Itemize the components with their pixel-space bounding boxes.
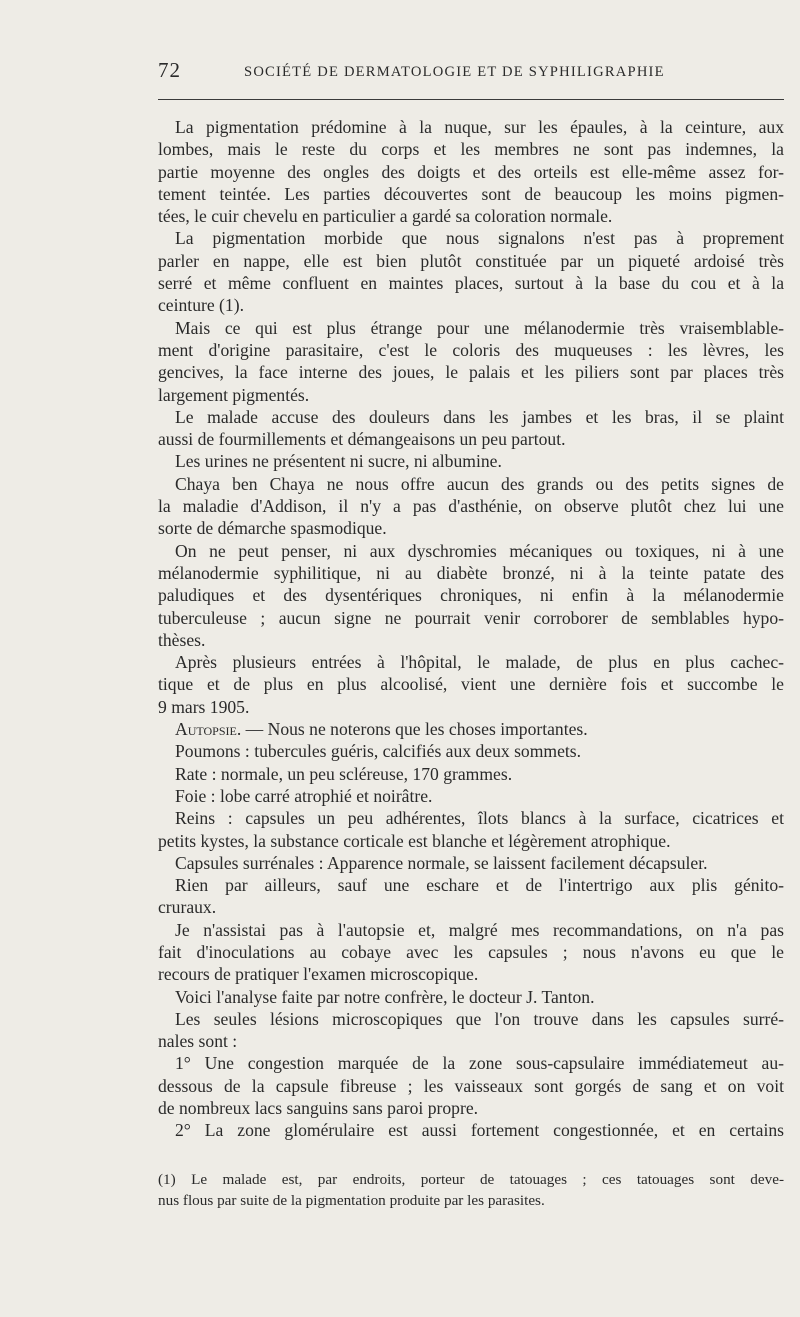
text-line: Chaya ben Chaya ne nous offre aucun des grands ou des petits signes de [175,473,784,494]
text-line: serré et même confluent en maintes places, surtout à la base du cou et à la [158,273,784,294]
text-line: gencives, la face interne des joues, le palais et les piliers sont par places très [158,362,784,383]
text-line: Le malade accuse des douleurs dans les jambes et les bras, il se plaint [175,406,784,427]
text-line: largement pigmentés. [158,384,310,405]
paragraph [158,919,784,986]
text-line: thèses. [158,629,206,650]
paragraph [158,740,784,762]
text-line: Capsules surrénales : Apparence normale, se laissent facilement décapsuler. [175,852,708,873]
paragraph [158,785,784,807]
text-line: tées, le cuir chevelu en particulier a gardé sa coloration normale. [158,206,613,227]
paragraph [158,406,784,451]
text-line: Foie : lobe carré atrophié et noirâtre. [175,785,433,806]
paragraph [158,807,784,852]
paragraph [158,1052,784,1119]
paragraph [158,986,784,1008]
text-line: aussi de fourmillements et démangeaisons un peu partout. [158,429,566,450]
paragraph [158,116,784,227]
paragraph [158,763,784,785]
text-line: La pigmentation prédomine à la nuque, sur les épaules, à la ceinture, aux [175,117,784,137]
section-lead-text: — Nous ne noterons que les choses importantes. [241,719,588,740]
text-line: nales sont : [158,1031,238,1052]
text-line: tuberculeuse ; aucun signe ne pourrait venir corroborer de semblables hypo- [158,607,784,628]
text-line: Poumons : tubercules guéris, calcifiés aux deux sommets. [175,741,582,762]
paragraph [158,874,784,919]
paragraph [158,473,784,540]
text-line: cruraux. [158,897,217,918]
text-line: dessous de la capsule fibreuse ; les vaisseaux sont gorgés de sang et on voit [158,1075,784,1096]
text-line: tement teintée. Les parties découvertes sont de beaucoup les moins pigmen- [158,183,784,204]
text-line: de nombreux lacs sanguins sans paroi propre. [158,1098,479,1119]
paragraph [158,317,784,406]
paragraph [158,852,784,874]
text-line: Rien par ailleurs, sauf une eschare et de l'intertrigo aux plis génito- [175,875,784,896]
paragraph [158,1119,784,1141]
text-line: fait d'inoculations au cobaye avec les capsules ; nous n'avons eu que le [158,941,784,962]
text-line: Rate : normale, un peu scléreuse, 170 grammes. [175,763,513,784]
footnote-line: (1) Le malade est, par endroits, porteur de tatouages ; ces tatouages sont deve- [158,1171,784,1188]
section-lead: Autopsie. [175,719,242,740]
text-line: Je n'assistai pas à l'autopsie et, malgré mes recommandations, on n'a pas [175,919,784,940]
text-line: paludiques et des dysentériques chroniques, ni enfin à la mélanodermie [158,585,784,606]
text-line: ment d'origine parasitaire, c'est le coloris des muqueuses : les lèvres, les [158,339,784,360]
text-line: La pigmentation morbide que nous signalons n'est pas à proprement [175,228,784,249]
footnote [158,1170,784,1211]
text-line: mélanodermie syphilitique, ni au diabète bronzé, ni à la teinte patate des [158,562,784,583]
text-line: 2° La zone glomérulaire est aussi fortement congestionnée, et en certains [175,1120,784,1141]
paragraph [158,651,784,718]
text-line: la maladie d'Addison, il n'y a pas d'asthénie, on observe plutôt chez lui une [158,496,784,517]
text-line: 9 mars 1905. [158,696,250,717]
text-line: recours de pratiquer l'examen microscopique. [158,964,479,985]
text-line: 1° Une congestion marquée de la zone sous-capsulaire immédiatemeut au- [175,1053,784,1074]
text-line: parler en nappe, elle est bien plutôt constituée par un piqueté ardoisé très [158,250,784,271]
text-line: Reins : capsules un peu adhérentes, îlots blancs à la surface, cicatrices et [175,808,784,829]
footnote-line: nus flous par suite de la pigmentation produite par les parasites. [158,1191,545,1209]
paragraph [158,718,784,740]
page-number: 72 [158,58,181,82]
text-line: partie moyenne des ongles des doigts et des orteils est elle-même assez for- [158,161,784,182]
paragraph [158,540,784,651]
text-line: sorte de démarche spasmodique. [158,518,387,539]
paragraph [158,1008,784,1053]
body-text [158,116,784,1142]
text-line: Les urines ne présentent ni sucre, ni albumine. [175,451,502,472]
text-line: Mais ce qui est plus étrange pour une mélanodermie très vraisemblable- [175,317,784,338]
running-head: SOCIÉTÉ DE DERMATOLOGIE ET DE SYPHILIGRAPHIE [244,64,665,80]
text-line: tique et de plus en plus alcoolisé, vient une dernière fois et succombe le [158,674,784,695]
text-line: petits kystes, la substance corticale est blanche et légèrement atrophique. [158,830,671,851]
text-line: On ne peut penser, ni aux dyschromies mécaniques ou toxiques, ni à une [175,540,784,561]
text-line: Après plusieurs entrées à l'hôpital, le malade, de plus en plus cachec- [175,652,784,673]
page-header [158,58,784,88]
header-rule [158,99,784,100]
text-line [158,718,784,740]
text-line: Voici l'analyse faite par notre confrère, le docteur J. Tanton. [175,986,595,1007]
paragraph [158,450,784,472]
paragraph [158,227,784,316]
text-line: Les seules lésions microscopiques que l'on trouve dans les capsules surré- [175,1008,784,1029]
text-line: ceinture (1). [158,295,244,316]
text-line: lombes, mais le reste du corps et les membres ne sont pas indemnes, la [158,139,784,160]
